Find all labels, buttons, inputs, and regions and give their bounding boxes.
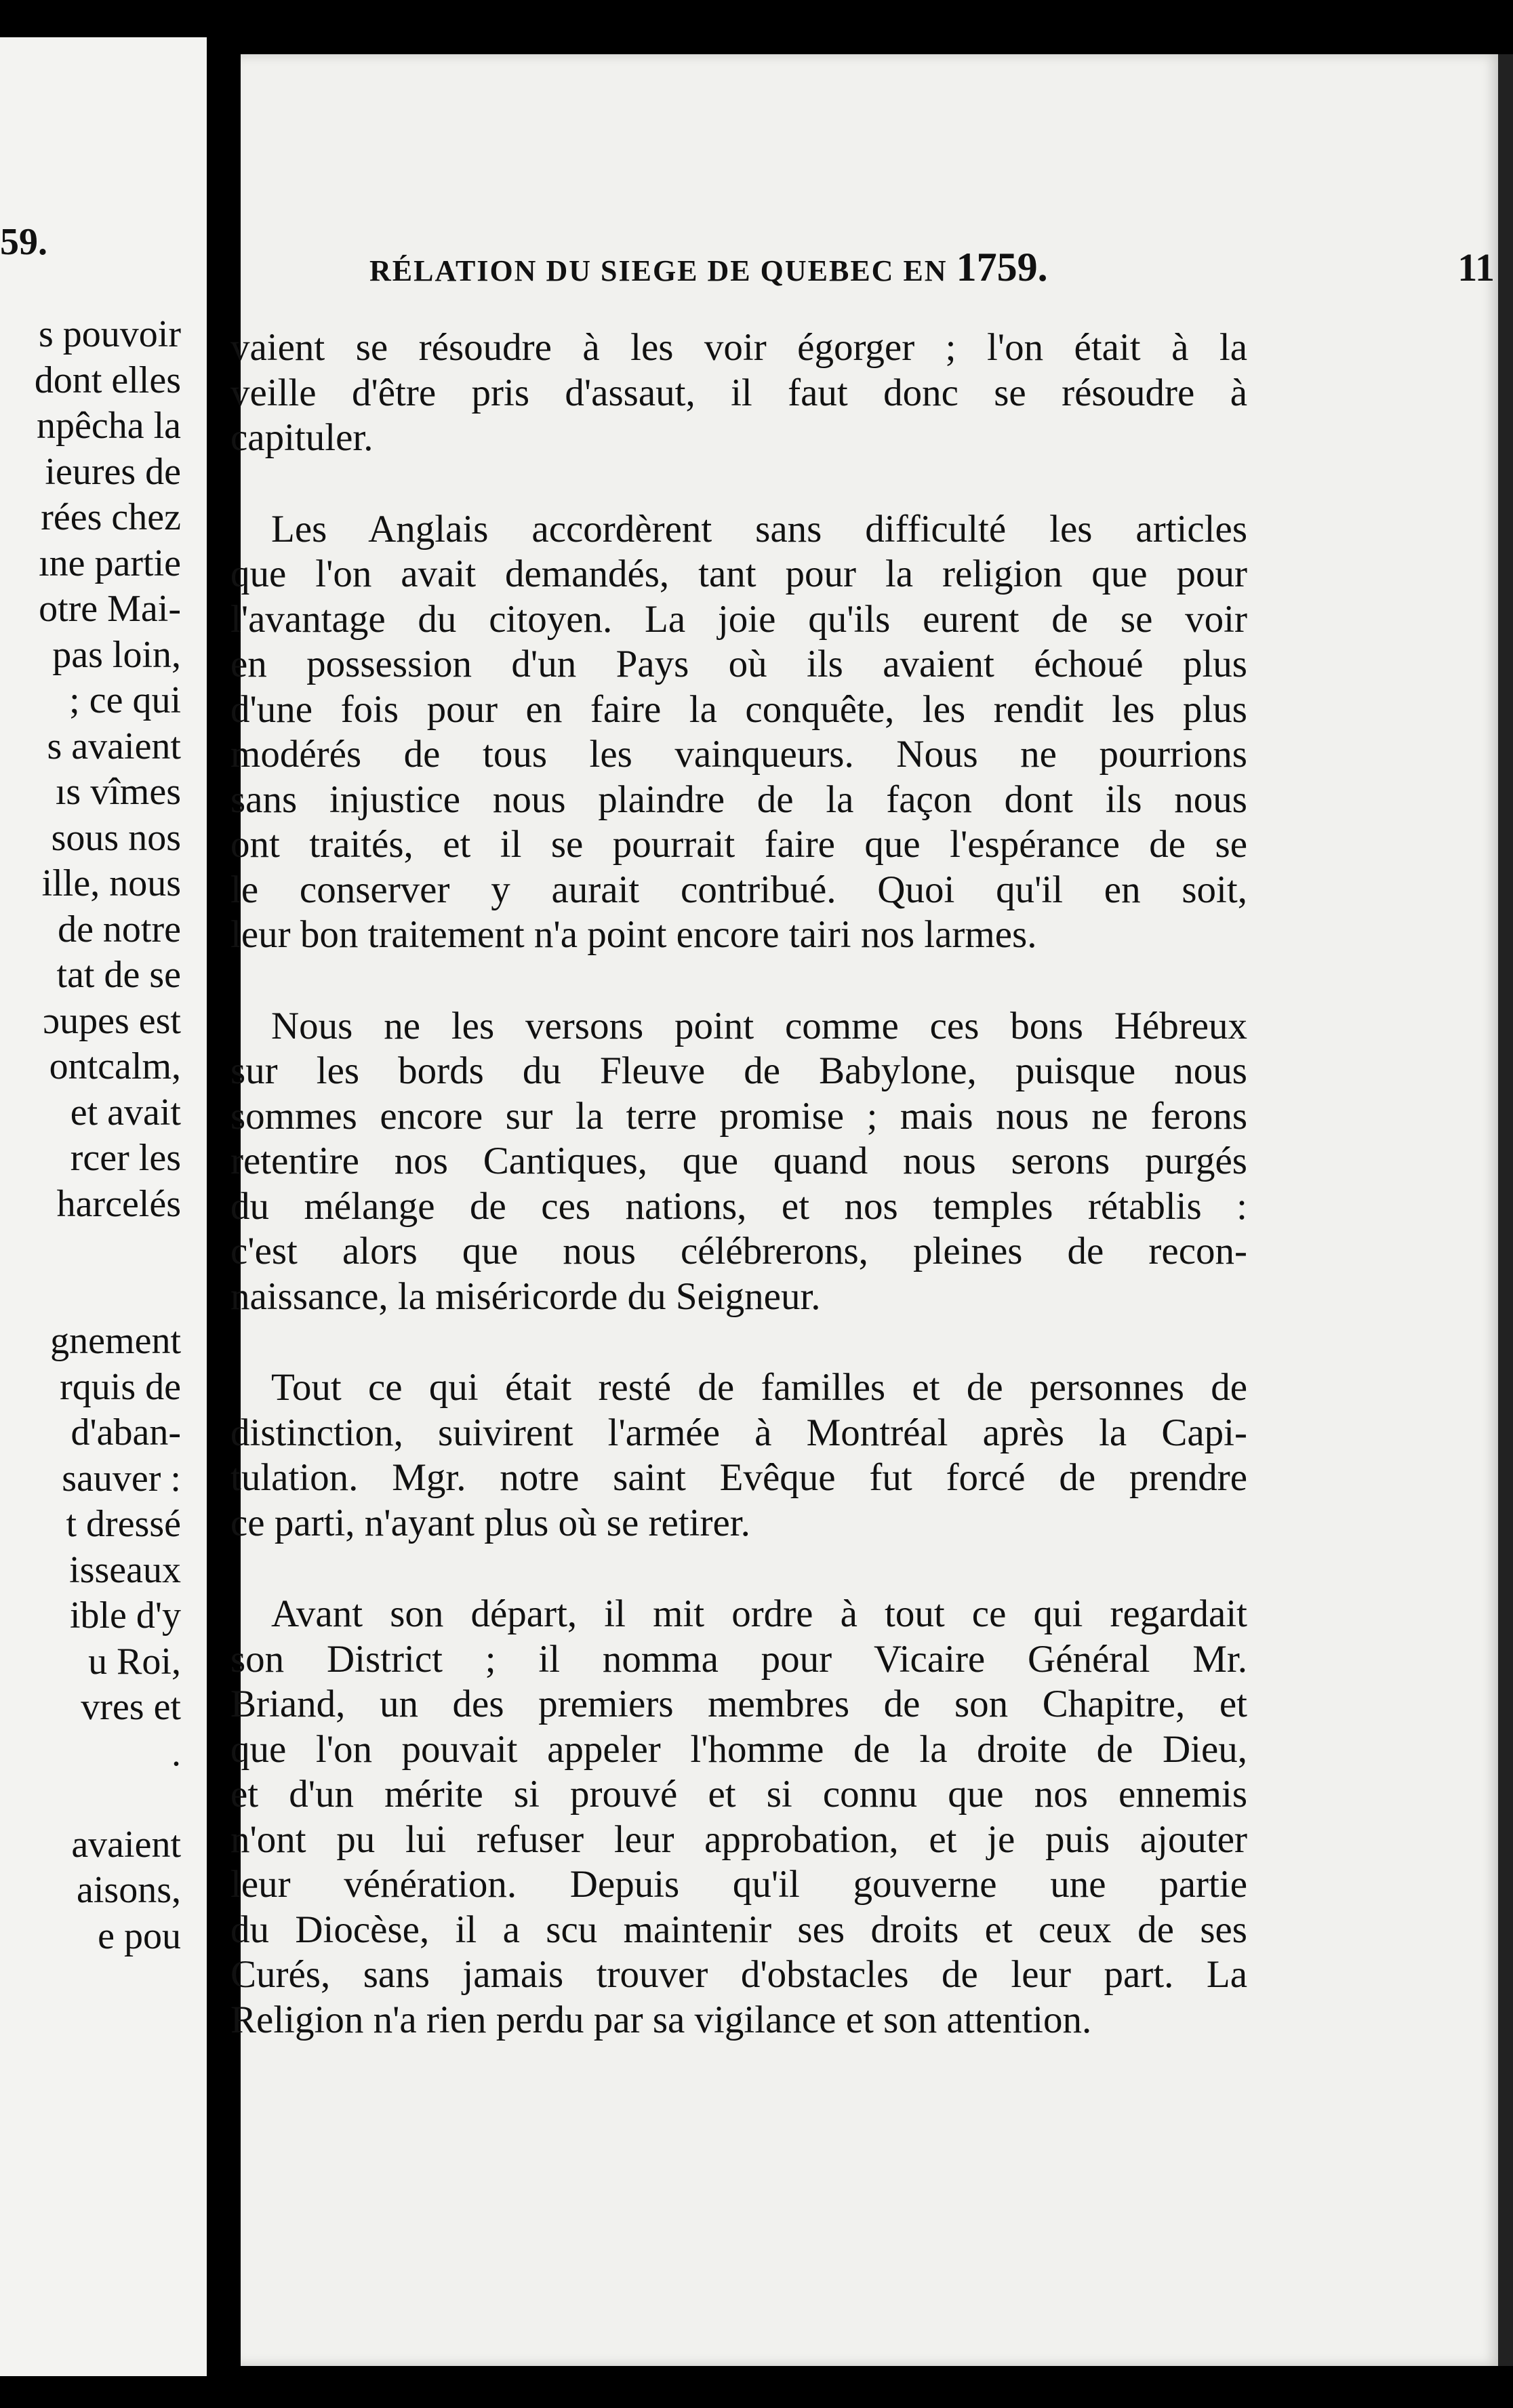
- text-line: ont traités, et il se pourrait faire que l'espérance de se: [230, 823, 1247, 866]
- previous-page-line: rcer les: [70, 1137, 181, 1179]
- previous-page-line: avaient: [71, 1823, 181, 1866]
- text-line: le conserver y aurait contribué. Quoi qu'il en soit,: [230, 868, 1247, 911]
- previous-page-line: s avaient: [47, 725, 181, 767]
- previous-page-line: pas loin,: [52, 633, 181, 676]
- previous-page-line: harcelés: [56, 1182, 181, 1225]
- text-line: Curés, sans jamais trouver d'obstacles de leur part. La: [230, 1953, 1247, 1996]
- text-line: naissance, la miséricorde du Seigneur.: [230, 1275, 821, 1318]
- previous-page-line: otre Mai-: [39, 588, 181, 630]
- previous-page-line: ɔupes est: [43, 999, 181, 1042]
- text-line: l'avantage du citoyen. La joie qu'ils eurent de se voir: [230, 597, 1247, 641]
- paragraph: [230, 1004, 1247, 1320]
- previous-page-line: rquis de: [60, 1365, 181, 1408]
- previous-page-line: .: [172, 1731, 181, 1774]
- previous-page-line: ille, nous: [41, 862, 181, 904]
- previous-page-line: ıs vîmes: [55, 771, 181, 813]
- previous-page-line: aisons,: [77, 1869, 181, 1911]
- previous-page-line: s pouvoir: [39, 313, 181, 355]
- running-title: [369, 244, 1048, 291]
- text-line: distinction, suivirent l'armée à Montréal après la Capi-: [230, 1411, 1247, 1454]
- page-body: [230, 325, 1247, 2089]
- previous-page-line: u Roi,: [88, 1640, 181, 1683]
- text-line: sommes encore sur la terre promise ; mais nous ne ferons: [230, 1094, 1247, 1138]
- text-line: vaient se résoudre à les voir égorger ; l'on était à la: [230, 326, 1247, 369]
- page-header: [369, 244, 1495, 291]
- text-line: capituler.: [230, 416, 374, 459]
- previous-page-line: rées chez: [41, 496, 181, 538]
- text-line: que l'on avait demandés, tant pour la religion que pour: [230, 553, 1247, 595]
- previous-page-line: ieures de: [45, 450, 181, 493]
- previous-page-line: isseaux: [69, 1548, 181, 1591]
- paragraph: [230, 1592, 1247, 2043]
- text-line: Avant son départ, il mit ordre à tout ce qui regardait: [271, 1592, 1247, 1635]
- running-title-text: RÉLATION DU SIEGE DE QUEBEC EN: [369, 254, 948, 287]
- text-line: sur les bords du Fleuve de Babylone, puisque nous: [230, 1049, 1247, 1092]
- running-title-year: 1759.: [956, 245, 1048, 289]
- previous-page-line: [35, 1273, 181, 1319]
- text-line: Religion n'a rien perdu par sa vigilance et son attention.: [230, 1998, 1092, 2041]
- previous-page-line: [35, 1776, 181, 1822]
- previous-page-line: ontcalm,: [49, 1045, 181, 1087]
- text-line: n'ont pu lui refuser leur approbation, et je puis ajouter: [230, 1818, 1247, 1861]
- previous-page-line: e pou: [98, 1914, 181, 1957]
- paragraph: [230, 507, 1247, 958]
- text-line: veille d'être pris d'assaut, il faut donc se résoudre à: [230, 371, 1247, 414]
- text-line: que l'on pouvait appeler l'homme de la droite de Dieu,: [230, 1727, 1247, 1771]
- page-edge-shadow: [1498, 54, 1513, 2366]
- previous-page-number: 59.: [0, 221, 47, 263]
- previous-page-line: [35, 1227, 181, 1273]
- text-line: c'est alors que nous célébrerons, pleines de recon-: [230, 1230, 1247, 1272]
- paragraph: [230, 1365, 1247, 1546]
- previous-page-lines: [35, 312, 181, 1959]
- text-line: Les Anglais accordèrent sans difficulté les articles: [271, 507, 1247, 550]
- text-line: ce parti, n'ayant plus où se retirer.: [230, 1501, 750, 1544]
- text-line: et d'un mérite si prouvé et si connu que nos ennemis: [230, 1773, 1247, 1815]
- previous-page-line: sauver :: [62, 1457, 181, 1500]
- previous-page-line: vres et: [81, 1686, 181, 1728]
- paragraph: [230, 325, 1247, 461]
- previous-page-line: npêcha la: [37, 405, 181, 447]
- previous-page-line: ; ce qui: [69, 679, 181, 721]
- text-line: modérés de tous les vainqueurs. Nous ne pourrions: [230, 733, 1247, 776]
- text-line: Nous ne les versons point comme ces bons Hébreux: [271, 1004, 1247, 1047]
- text-line: son District ; il nomma pour Vicaire Général Mr.: [230, 1637, 1247, 1681]
- text-line: retentire nos Cantiques, que quand nous serons purgés: [230, 1140, 1247, 1182]
- previous-page-line: ible d'y: [69, 1594, 181, 1637]
- previous-page-line: t dressé: [66, 1503, 181, 1545]
- text-line: d'une fois pour en faire la conquête, les rendit les plus: [230, 687, 1247, 731]
- text-line: tulation. Mgr. notre saint Evêque fut forcé de prendre: [230, 1456, 1247, 1499]
- page-number: 11: [1457, 245, 1495, 289]
- previous-page-line: ıne partie: [39, 542, 181, 584]
- previous-page-line: d'aban-: [70, 1411, 181, 1453]
- text-line: Tout ce qui était resté de familles et de personnes de: [271, 1366, 1247, 1409]
- previous-page-line: tat de se: [56, 954, 181, 996]
- previous-page-line: gnement: [50, 1320, 181, 1362]
- previous-page-fragment: [0, 37, 207, 2376]
- text-line: leur bon traitement n'a point encore tairi nos larmes.: [230, 913, 1037, 956]
- text-line: leur vénération. Depuis qu'il gouverne une partie: [230, 1863, 1247, 1906]
- text-line: en possession d'un Pays où ils avaient échoué plus: [230, 643, 1247, 685]
- previous-page-line: sous nos: [51, 816, 181, 859]
- previous-page-line: de notre: [58, 908, 181, 950]
- text-line: sans injustice nous plaindre de la façon dont ils nous: [230, 778, 1247, 821]
- text-line: du mélange de ces nations, et nos temples rétablis :: [230, 1184, 1247, 1228]
- previous-page-line: dont elles: [34, 359, 181, 401]
- text-line: du Diocèse, il a scu maintenir ses droits et ceux de ses: [230, 1908, 1247, 1951]
- text-line: Briand, un des premiers membres de son Chapitre, et: [230, 1683, 1247, 1725]
- previous-page-line: et avait: [70, 1091, 181, 1133]
